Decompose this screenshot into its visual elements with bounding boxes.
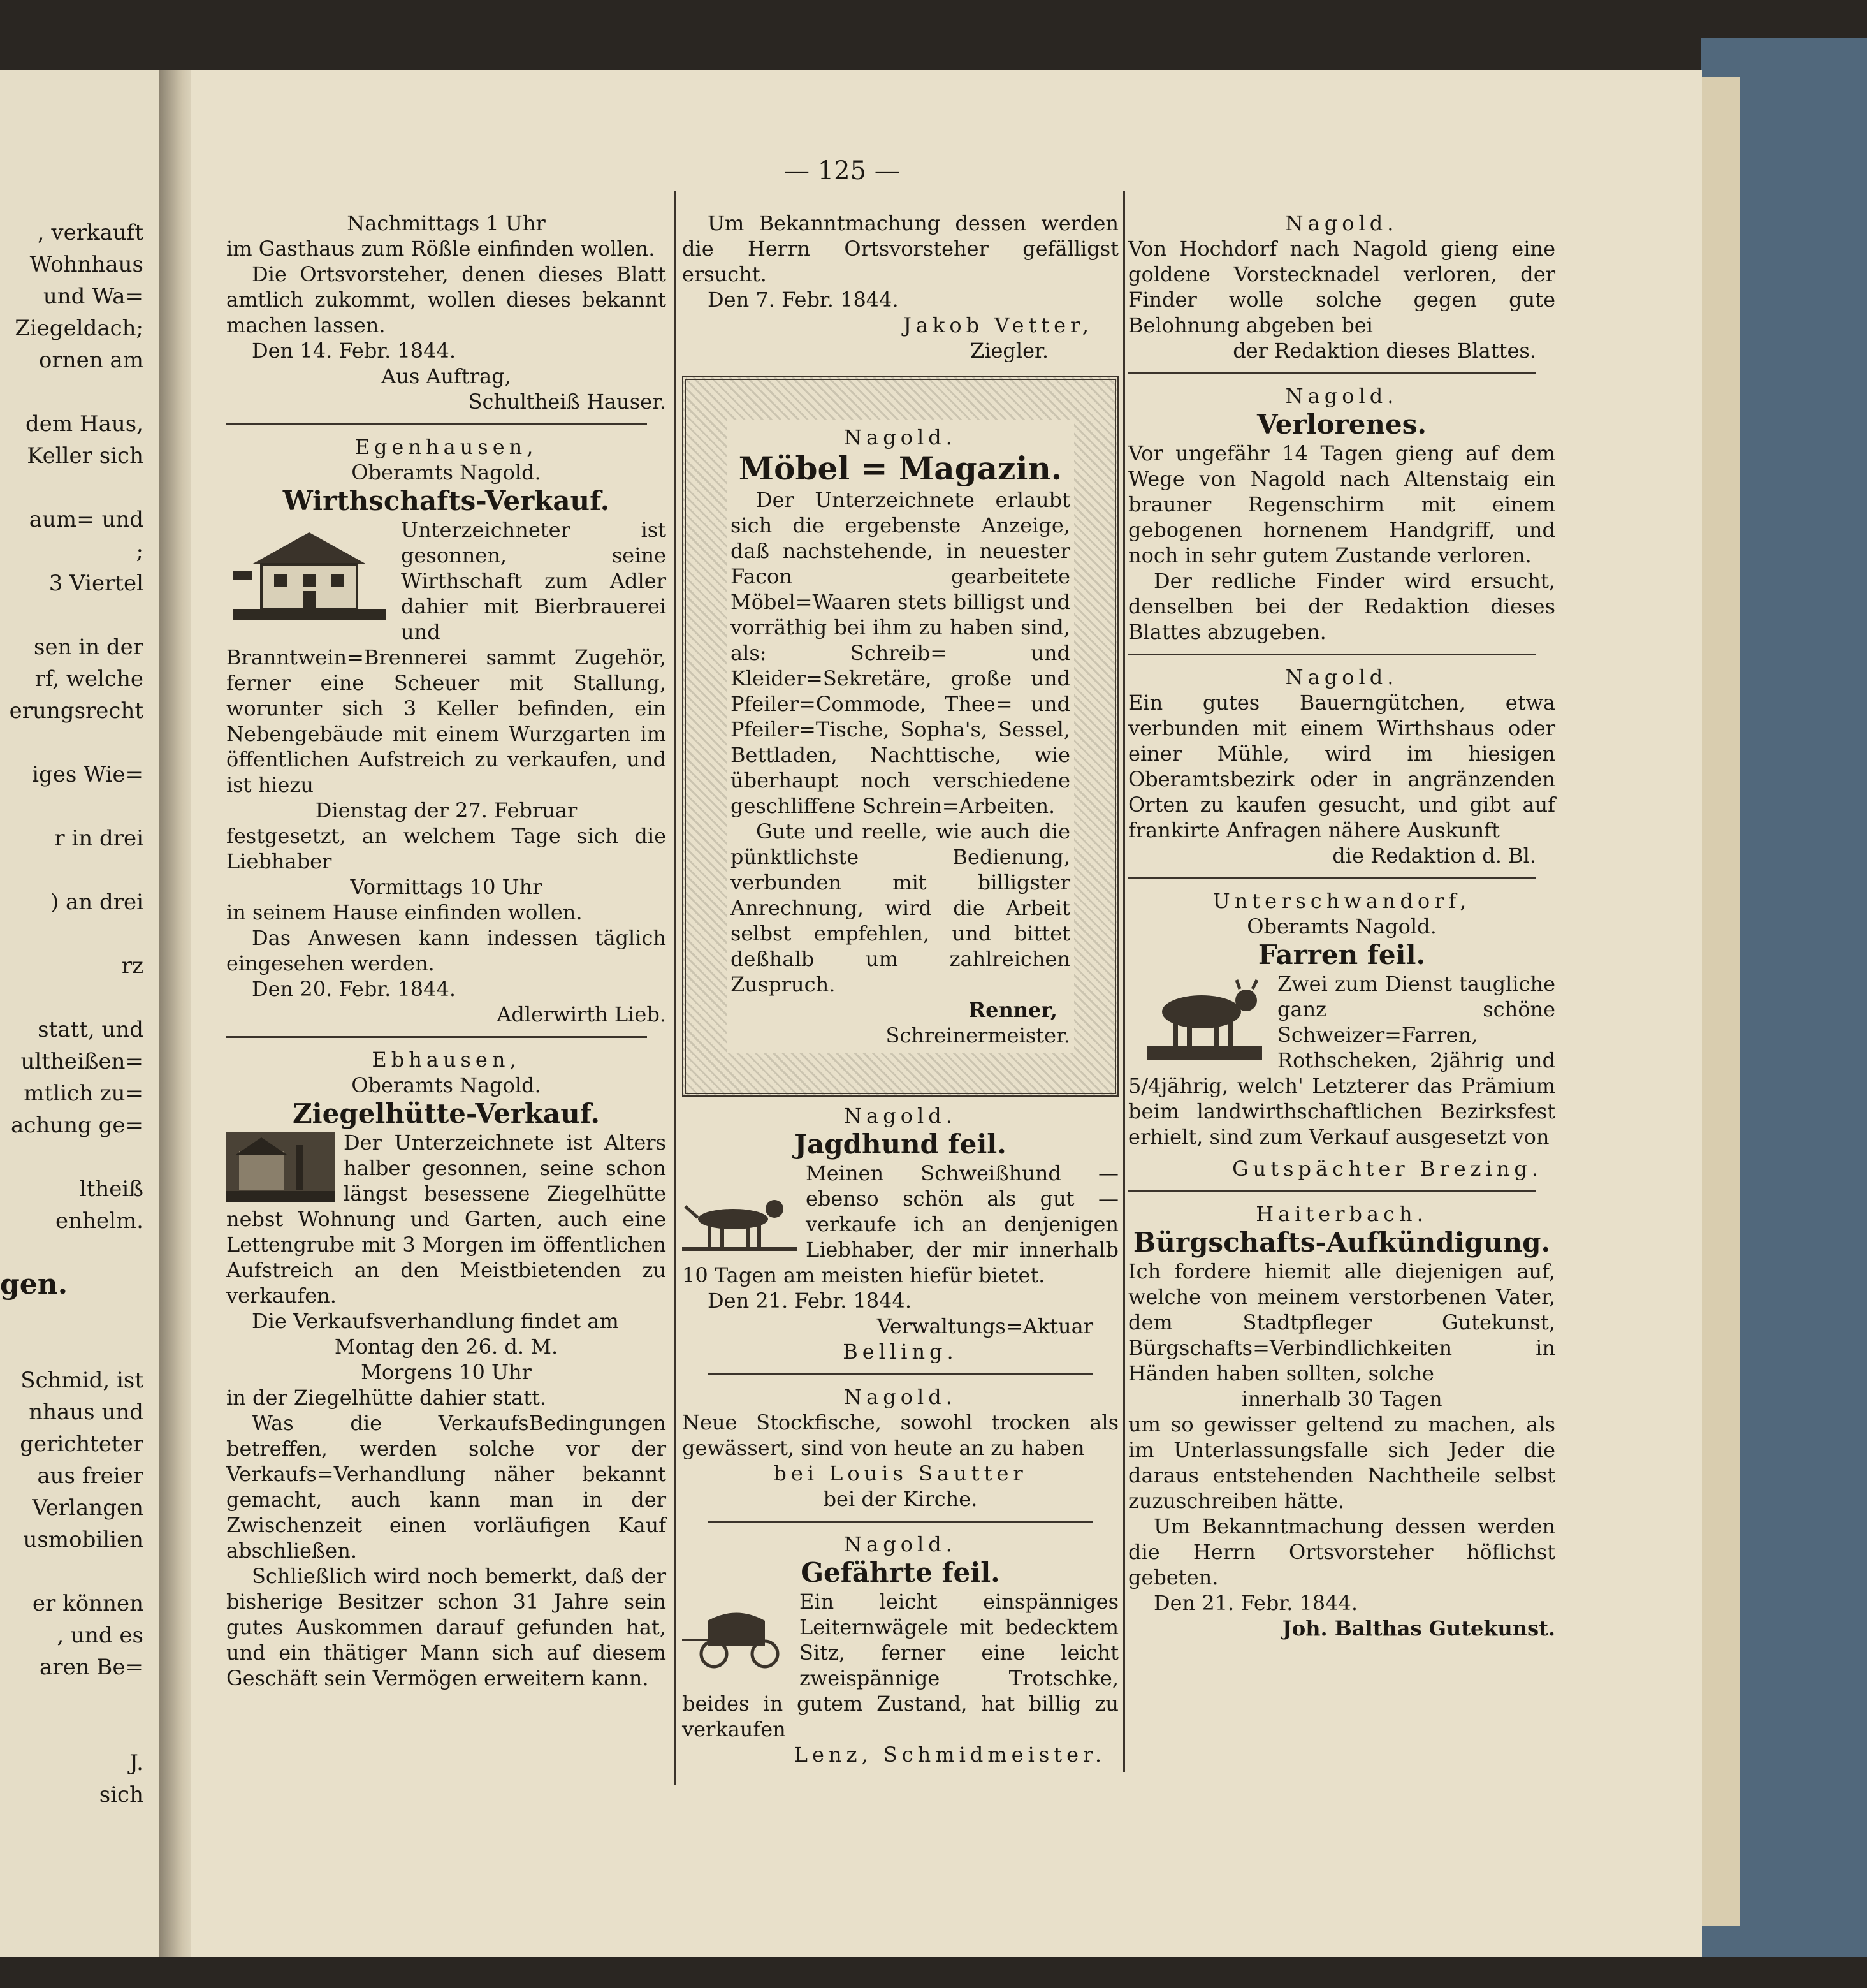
ad-bauernguetchen: [1128, 664, 1555, 868]
divider: [226, 423, 647, 425]
ad-signature: Lenz, Schmidmeister.: [794, 1743, 1106, 1767]
ad-title: Verlorenes.: [1257, 409, 1427, 440]
left-fragment-line: [0, 854, 156, 886]
ad-date: Dienstag der 27. Februar: [315, 798, 578, 822]
ad-place: Ebhausen,: [372, 1048, 521, 1072]
left-fragment-line: usmobilien: [23, 1527, 143, 1553]
left-fragment-line: aum= und: [29, 507, 143, 532]
ad-signature: bei Louis Sautter: [773, 1461, 1028, 1486]
divider: [708, 1373, 1093, 1375]
ad-gefaehrte: [682, 1531, 1119, 1767]
ad-body: Um Bekanntmachung dessen werden die Herrn Ortsvorsteher höflichst gebeten.: [1128, 1514, 1555, 1590]
left-fragment-line: [0, 791, 156, 822]
page-edges: [1701, 77, 1740, 1926]
left-fragment-line: [0, 1556, 156, 1588]
ad-line: im Gasthaus zum Rößle einfinden wollen.: [226, 237, 655, 261]
left-fragment-line: [0, 918, 156, 950]
ad-district: Oberamts Nagold.: [351, 1073, 541, 1097]
left-fragment-line: [0, 1237, 156, 1269]
divider: [1128, 1190, 1536, 1192]
column-1: [226, 210, 666, 1691]
ad-body: Der Unterzeichnete ist Alters halber gesonnen, seine schon längst besessene Ziegelhütte nebst Wohnung und Garten, auch eine Lettengrube mit 3 Morgen im öffentlichen Aufstreich an den Meistbietenden zu verkaufen.: [226, 1130, 666, 1308]
left-fragment-line: [0, 1301, 156, 1333]
ad-signature-role: Ziegler.: [970, 339, 1049, 363]
left-fragment-line: [0, 1141, 156, 1173]
left-fragment-line: Verlangen: [32, 1495, 143, 1521]
ad-signature: Joh. Balthas Gutekunst.: [1282, 1616, 1555, 1641]
left-fragment-line: Schmid, ist: [20, 1368, 143, 1393]
ad-body: Unterzeichneter ist gesonnen, seine Wirthschaft zum Adler dahier mit Bierbrauerei und Branntwein=Brennerei sammt Zugehör, ferner eine Scheuer mit Stallung, worunter sich 3 Keller befinden, ein Nebengebäude mit einem Wurzgarten im öffentlichen Aufstreich zu verkaufen, und ist hiezu: [226, 518, 666, 797]
ad-signature: die Redaktion d. Bl.: [1332, 844, 1536, 868]
divider: [1128, 654, 1536, 655]
ad-title: Möbel = Magazin.: [738, 449, 1063, 487]
ad-district: Oberamts Nagold.: [1247, 914, 1437, 939]
ad-title: Farren feil.: [1258, 939, 1426, 970]
left-fragment-line: [0, 599, 156, 631]
ad-body: Was die VerkaufsBedingungen betreffen, werden solche vor der Verkaufs=Verhandlung näher bekannt gemacht, auch kann man in der Zwischenzeit einen vorläufigen Kauf abschließen.: [226, 1411, 666, 1563]
ad-body: Zwei zum Dienst taugliche ganz schöne Schweizer=Farren, Rothscheken, 2jährig und 5/4jährig, welch' Letzterer das Prämium beim landwirthschaftlichen Bezirksfest erhielt, sind zum Verkauf ausgesetzt von: [1128, 972, 1555, 1149]
left-fragment-line: [0, 472, 156, 504]
ad-wirthschaft: [226, 434, 666, 1027]
dog-illustration: [682, 1187, 797, 1251]
left-fragment-line: Wohnhaus: [29, 252, 143, 277]
ad-body: in der Ziegelhütte dahier statt.: [226, 1385, 547, 1410]
ad-body: in seinem Hause einfinden wollen.: [226, 900, 583, 925]
ad-body: Ich fordere hiemit alle diejenigen auf, welche von meinem verstorbenen Vater, dem Stadtpfleger Gutekunst, Bürgschafts=Verbindlichkeiten in Händen haben sollten, solche: [1128, 1259, 1555, 1385]
ad-jagdhund: [682, 1103, 1119, 1364]
left-fragment-line: [0, 1715, 156, 1747]
ornamental-frame: [682, 376, 1119, 1097]
column-rule-2: [1123, 191, 1125, 1772]
ad-body: Der redliche Finder wird ersucht, denselben bei der Redaktion dieses Blattes abzugeben.: [1128, 569, 1555, 644]
ad-body: festgesetzt, an welchem Tage sich die Liebhaber: [226, 824, 666, 873]
column-3: [1128, 210, 1555, 1641]
left-fragment-line: dem Haus,: [25, 411, 143, 437]
divider: [708, 1521, 1093, 1523]
ad-date: Montag den 26. d. M.: [334, 1334, 558, 1359]
ad-verlorenes: [1128, 383, 1555, 645]
house-illustration: [226, 520, 392, 628]
bull-illustration: [1141, 974, 1268, 1063]
left-fragment-line: nhaus und: [29, 1400, 143, 1425]
ad-place: Nagold.: [844, 1104, 957, 1128]
ad-body: Ein gutes Bauerngütchen, etwa verbunden mit einem Wirthshaus oder einer Mühle, wird im hiesigen Oberamtsbezirk oder in angränzenden Orten zu kaufen gesucht, und gibt auf frankirte Anfragen nähere Auskunft: [1128, 691, 1555, 842]
left-fragment-line: [0, 376, 156, 408]
ad-signature: Verwaltungs=Aktuar: [876, 1314, 1093, 1338]
ad-date: Den 14. Febr. 1844.: [252, 339, 456, 363]
ad-body: Vor ungefähr 14 Tagen gieng auf dem Wege von Nagold nach Altenstaig ein brauner Regenschirm mit einem gebogenen hornenem Handgriff, und noch in sehr gutem Zustande verloren.: [1128, 441, 1555, 567]
ad-date: Den 7. Febr. 1844.: [708, 288, 899, 312]
ad-time: Vormittags 10 Uhr: [350, 875, 542, 899]
ad-title: Jagdhund feil.: [794, 1129, 1006, 1160]
ad-line: Nachmittags 1 Uhr: [347, 211, 546, 235]
left-fragment-line: erungsrecht: [9, 698, 143, 724]
left-fragment-line: rz: [121, 953, 143, 979]
left-fragment-line: ornen am: [39, 347, 143, 373]
left-fragment-line: [0, 982, 156, 1014]
left-fragment-line: gen.: [0, 1268, 68, 1301]
column-rule-1: [674, 191, 676, 1785]
left-page: [0, 70, 166, 1957]
ad-date: Den 21. Febr. 1844.: [1154, 1591, 1358, 1615]
left-fragment-line: Ziegeldach;: [15, 316, 143, 341]
ad-location: bei der Kirche.: [823, 1487, 978, 1511]
ad-body: Die Verkaufsverhandlung findet am: [252, 1309, 619, 1333]
ad-signature-line: Aus Auftrag,: [381, 364, 511, 388]
ad-place: Nagold.: [1285, 384, 1398, 408]
ad-body: Ein leicht einspänniges Leiternwägele mit bedecktem Sitz, ferner eine leicht zweispännige Trotschke, beides in gutem Zustand, hat billig zu verkaufen: [682, 1590, 1119, 1741]
left-fragment-line: r in drei: [54, 826, 143, 851]
ad-signature: Renner,: [968, 998, 1057, 1022]
left-fragment-line: iges Wie=: [32, 762, 143, 787]
left-fragment-line: Keller sich: [27, 443, 143, 469]
left-fragment-line: enhelm.: [55, 1208, 143, 1234]
ad-title: Ziegelhütte-Verkauf.: [293, 1098, 600, 1129]
left-fragment-line: achung ge=: [11, 1113, 143, 1138]
ad-district: Oberamts Nagold.: [351, 460, 541, 485]
ad-body: Das Anwesen kann indessen täglich eingesehen werden.: [226, 926, 666, 976]
ad-signature: Gutspächter Brezing.: [1232, 1157, 1543, 1181]
ad-vorstecknadel: [1128, 210, 1555, 363]
left-fragment-line: , und es: [57, 1623, 143, 1648]
ad-place: Egenhausen,: [354, 435, 538, 459]
ad-time: innerhalb 30 Tagen: [1241, 1387, 1442, 1411]
left-fragment-line: aren Be=: [40, 1655, 143, 1680]
ad-title: Gefährte feil.: [801, 1557, 1000, 1588]
left-fragment-line: ;: [136, 539, 143, 564]
left-fragment-line: statt, und: [38, 1017, 143, 1042]
ad-place: Nagold.: [1285, 211, 1398, 235]
ad-place: Nagold.: [844, 1385, 957, 1409]
divider: [226, 1036, 647, 1038]
left-fragment-line: [0, 1333, 156, 1364]
ad-place: Haiterbach.: [1256, 1202, 1428, 1226]
divider: [1128, 372, 1536, 374]
ad-signature: Jakob Vetter,: [903, 313, 1093, 337]
ad-body: Neue Stockfische, sowohl trocken als gewässert, sind von heute an zu haben: [682, 1410, 1119, 1460]
left-fragment-line: sen in der: [34, 634, 143, 660]
ad-ziegelhuette-cont: [682, 210, 1119, 363]
left-fragment-line: ultheißen=: [20, 1049, 143, 1074]
left-fragment-line: 3 Viertel: [48, 571, 143, 596]
left-fragment-line: und Wa=: [43, 284, 143, 309]
divider: [1128, 877, 1536, 879]
left-fragment-line: sich: [99, 1782, 143, 1808]
ad-signature: der Redaktion dieses Blattes.: [1233, 339, 1536, 363]
ad-signature: Adlerwirth Lieb.: [497, 1002, 666, 1027]
ad-signature: Schultheiß Hauser.: [468, 390, 666, 414]
ad-body: um so gewisser geltend zu machen, als im Unterlassungsfalle sich Jeder die daraus entstehenden Nachtheile selbst zuzuschreiben hätte.: [1128, 1412, 1555, 1513]
left-fragment-line: aus freier: [37, 1463, 143, 1489]
ad-farren: [1128, 888, 1555, 1181]
ad-rossle: [226, 210, 666, 414]
carriage-illustration: [682, 1602, 790, 1672]
left-fragment-line: rf, welche: [34, 666, 143, 692]
ad-time: Morgens 10 Uhr: [361, 1360, 532, 1384]
ad-date: Den 20. Febr. 1844.: [252, 977, 456, 1001]
left-fragment-line: mtlich zu=: [24, 1081, 143, 1106]
ad-date: Den 21. Febr. 1844.: [708, 1289, 912, 1313]
ad-place: Nagold.: [844, 425, 957, 449]
ad-body: Die Ortsvorsteher, denen dieses Blatt amtlich zukommt, wollen dieses bekannt machen lassen.: [226, 262, 666, 337]
left-fragment-line: J.: [129, 1750, 143, 1776]
ad-stockfische: [682, 1384, 1119, 1512]
column-2: [682, 210, 1119, 1767]
left-page-fragments: [0, 217, 156, 1811]
ad-body: Der Unterzeichnete erlaubt sich die ergebenste Anzeige, daß nachstehende, in neuester Facon gearbeitete Möbel=Waaren stets billigst und vorräthig bei ihm zu haben sind, als: Schreib= und Kleider=Sekretäre, große und Pfeiler=Commode, Thee= und Pfeiler=Tische, Sopha's, Sessel, Bettladen, Nachttische, wie überhaupt noch verschiedene geschliffene Schrein=Arbeiten.: [730, 488, 1070, 818]
left-fragment-line: ltheiß: [79, 1176, 143, 1202]
ad-place: Nagold.: [844, 1532, 957, 1556]
ad-body: Um Bekanntmachung dessen werden die Herrn Ortsvorsteher gefälligst ersucht.: [682, 211, 1119, 286]
ad-buergschaft: [1128, 1201, 1555, 1641]
brickworks-illustration: [226, 1132, 335, 1202]
left-fragment-line: gerichteter: [20, 1431, 143, 1457]
ad-title: Wirthschafts-Verkauf.: [282, 485, 610, 516]
ad-title: Bürgschafts-Aufkündigung.: [1133, 1227, 1551, 1258]
ad-body: Gute und reelle, wie auch die pünktlichste Bedienung, verbunden mit billigster Anrechnung, wird die Arbeit selbst empfehlen, und bittet deßhalb um zahlreichen Zuspruch.: [730, 819, 1070, 997]
ad-body: Meinen Schweißhund — ebenso schön als gut — verkaufe ich an denjenigen Liebhaber, der mir innerhalb 10 Tagen am meisten hiefür bietet.: [682, 1161, 1119, 1287]
ad-body: Schließlich wird noch bemerkt, daß der bisherige Besitzer schon 31 Jahre sein gutes Auskommen darauf gefunden hat, und ein thätiger Mann sich auf diesem Geschäft sein Vermögen erweitern kann.: [226, 1564, 666, 1690]
ad-moebel: [727, 420, 1074, 1053]
ad-ziegelhuette: [226, 1047, 666, 1691]
ad-place: Nagold.: [1285, 665, 1398, 689]
left-fragment-line: , verkauft: [37, 220, 143, 245]
ad-place: Unterschwandorf,: [1212, 889, 1471, 913]
left-fragment-line: [0, 727, 156, 759]
left-fragment-line: er können: [32, 1591, 143, 1616]
page-number: — 125 —: [784, 156, 900, 186]
left-fragment-line: [0, 1683, 156, 1715]
ad-signature-role: Schreinermeister.: [885, 1023, 1070, 1048]
ad-signature-name: Belling.: [843, 1340, 958, 1364]
left-fragment-line: ) an drei: [50, 889, 143, 915]
ad-body: Von Hochdorf nach Nagold gieng eine goldene Vorstecknadel verloren, der Finder wolle solche gegen gute Belohnung abgeben bei: [1128, 237, 1555, 337]
